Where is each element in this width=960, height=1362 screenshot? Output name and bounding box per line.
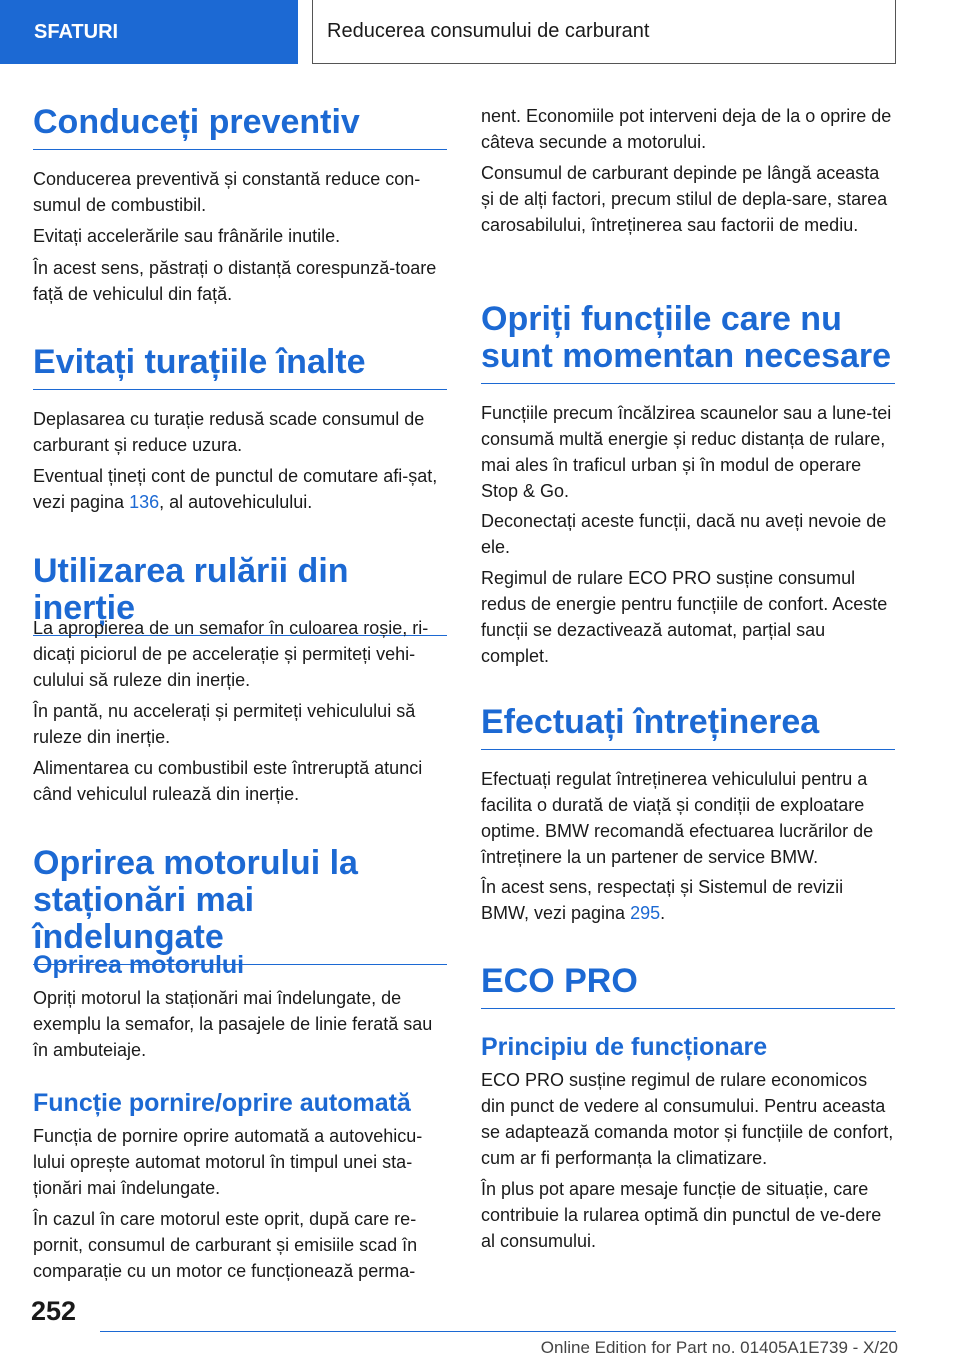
text: Eventual țineți cont de punctul de comutare afi-șat, vezi pagina	[33, 466, 438, 512]
paragraph: ECO PRO susține regimul de rulare economicos din punct de vedere al consumului. Pentru aceasta se adaptează comanda motor și funcțiile de confort, cum ar fi performanța la climatizare.	[481, 1070, 894, 1168]
page-link-295[interactable]: 295	[630, 903, 661, 923]
paragraph: În cazul în care motorul este oprit, după care re-pornit, consumul de carburant și emisiile scad în comparație cu un motor ce funcționează perma-	[33, 1209, 418, 1281]
heading-eco-pro: ECO PRO	[481, 963, 895, 1009]
section-label: SFATURI	[34, 20, 119, 43]
page-link-136[interactable]: 136	[129, 492, 160, 512]
chapter-title: Reducerea consumului de carburant	[327, 20, 650, 42]
subheading-oprirea-motorului: Oprirea motorului	[33, 951, 245, 979]
section-tab	[0, 0, 298, 64]
paragraph: În plus pot apare mesaje funcție de situație, care contribuie la rularea optimă din punctul de ve-dere al consumului.	[481, 1179, 882, 1251]
paragraph: Alimentarea cu combustibil este întreruptă atunci când vehiculul rulează din inerție.	[33, 758, 423, 804]
paragraph: În pantă, nu accelerați și permiteți vehiculului să ruleze din inerție.	[33, 701, 416, 747]
text: .	[660, 903, 666, 923]
subheading-principiu-functionare: Principiu de funcționare	[481, 1033, 768, 1061]
paragraph: nent. Economiile pot interveni deja de la o oprire de câteva secunde a motorului.	[481, 106, 892, 152]
paragraph: Regimul de rulare ECO PRO susține consumul redus de energie pentru funcțiile de confort. Aceste funcții se dezactivează automat, parțial sau complet.	[481, 568, 888, 666]
paragraph: Deplasarea cu turație redusă scade consumul de carburant și reduce uzura.	[33, 409, 425, 455]
text: , al autovehiculului.	[159, 492, 313, 512]
heading-opriti-functiile: Opriți funcțiile care nu sunt momentan necesare	[481, 301, 895, 384]
text: În acest sens, respectați și Sistemul de revizii BMW, vezi pagina	[481, 877, 844, 923]
paragraph: Conducerea preventivă și constantă reduce con-sumul de combustibil.	[33, 169, 421, 215]
paragraph: În acest sens, păstrați o distanță corespunză-toare față de vehiculul din față.	[33, 258, 437, 304]
page-number: 252	[31, 1296, 77, 1326]
paragraph: Opriți motorul la staționări mai îndelungate, de exemplu la semafor, la pasajele de linie ferată sau în ambuteiaje.	[33, 988, 433, 1060]
heading-utilizarea-rularii: Utilizarea rulării din inerție	[33, 553, 447, 636]
paragraph: Deconectați aceste funcții, dacă nu aveți nevoie de ele.	[481, 511, 887, 557]
heading-conduceti-preventiv: Conduceți preventiv	[33, 104, 447, 150]
paragraph: Efectuați regulat întreținerea vehiculului pentru a facilita o durată de viață și condiții de exploatare optime. BMW recomandă efectuarea lucrărilor de întreținere la un partener de service BMW.	[481, 769, 874, 867]
heading-efectuati-intretinerea: Efectuați întreținerea	[481, 704, 895, 750]
paragraph	[33, 463, 447, 515]
paragraph: Funcțiile precum încălzirea scaunelor sau a lune-tei consumă multă energie și reduc distanța de rulare, mai ales în traficul urban și în modul de operare Stop & Go.	[481, 403, 892, 501]
paragraph: Consumul de carburant depinde pe lângă aceasta și de alți factori, precum stilul de depla-sare, starea carosabilului, întreținerea sau factorii de mediu.	[481, 163, 888, 235]
paragraph: Funcția de pornire oprire automată a autovehicu-lului oprește automat motorul în timpul unei sta-ționări mai îndelungate.	[33, 1126, 423, 1198]
subheading-functie-pornire-oprire: Funcție pornire/oprire automată	[33, 1089, 411, 1117]
paragraph: La apropierea de un semafor în culoarea roșie, ri-dicați piciorul de pe accelerație și permiteți vehi-culului să ruleze din inerție.	[33, 618, 429, 690]
page-header	[312, 0, 896, 64]
heading-oprirea-motorului: Oprirea motorului la staționări mai îndelungate	[33, 845, 447, 965]
paragraph	[481, 874, 895, 926]
heading-evitati-turatiile: Evitați turațiile înalte	[33, 344, 447, 390]
footer-divider	[100, 1331, 896, 1332]
paragraph: Evitați accelerările sau frânările inutile.	[33, 226, 341, 246]
footer-edition: Online Edition for Part no. 01405A1E739 - X/20	[540, 1338, 898, 1357]
